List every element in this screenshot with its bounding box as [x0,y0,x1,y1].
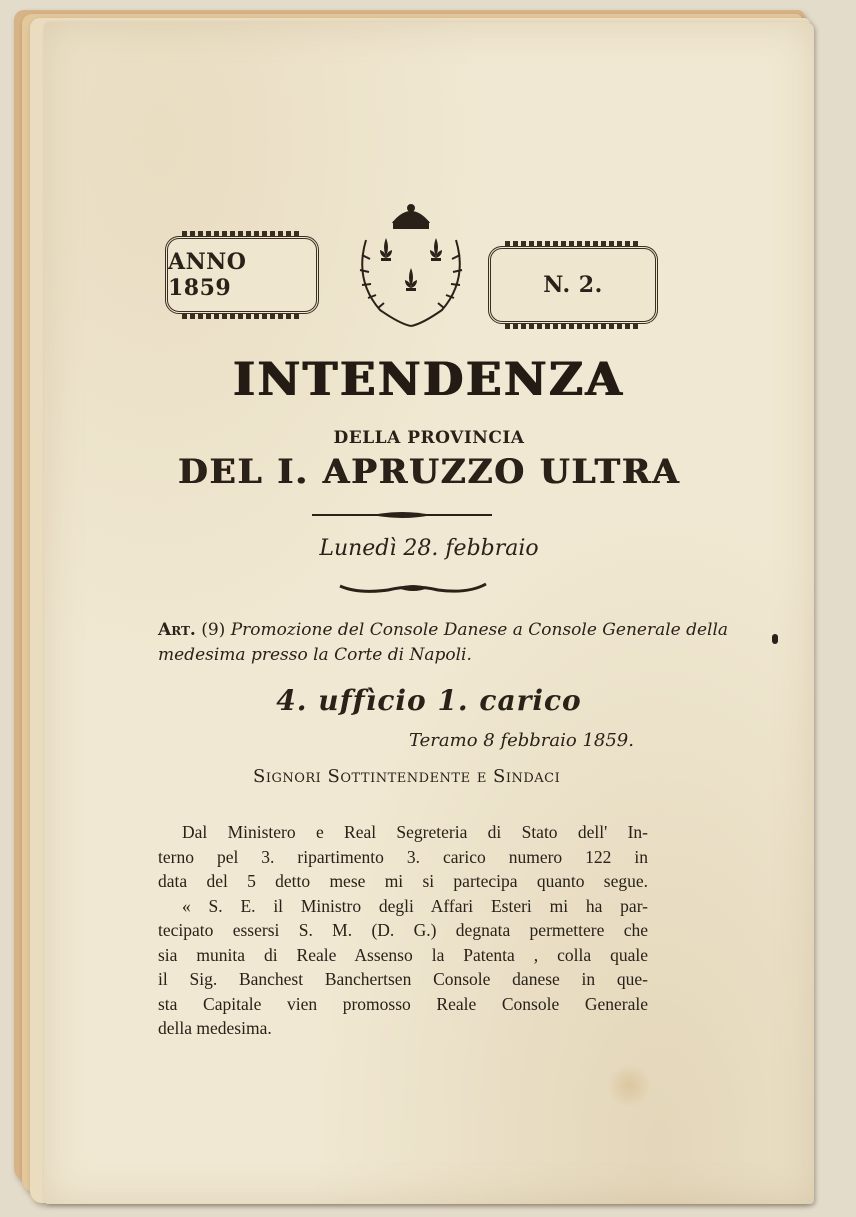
article-text: Promozione del Console Danese a Console Generale della medesima presso la Corte di Napoli. [158,620,729,665]
masthead-subtitle: DELLA PROVINCIA [333,428,525,448]
body-line: sia munita di Reale Assenso la Patenta , colla quale [158,944,648,965]
year-cartouche [165,236,319,314]
body-line: terno pel 3. ripartimento 3. carico numero 122 in [158,846,648,867]
issue-number: N. 2. [543,272,603,298]
body-line: della medesima. [158,1018,272,1038]
article-number: (9) [201,620,226,640]
ornamental-rule [312,510,492,520]
body-line: il Sig. Banchest Banchertsen Console danese in que- [158,969,648,989]
greeting: Signori Sottintendente e Sindaci [253,766,561,787]
body-line: data del 5 detto mese mi si partecipa quanto segue. [158,871,648,891]
office-heading: 4. uffìcio 1. carico [276,684,582,717]
issue-date: Lunedì 28. febbraio [319,536,539,561]
body-line: Dal Ministero e Real Segreteria di Stato dell' In- [182,822,648,842]
body-line: « S. E. il Ministro degli Affari Esteri mi ha par- [182,895,648,916]
article-label: Art. [158,620,196,640]
year-label: ANNO 1859 [168,249,247,301]
document-page [44,22,814,1204]
masthead-title: INTENDENZA [233,352,625,406]
place-date: Teramo 8 febbraio 1859. [409,730,634,751]
ornamental-swash [338,580,488,596]
number-cartouche [488,246,658,324]
body-line: tecipato essersi S. M. (D. G.) degnata permettere che [158,920,648,940]
ink-spot [772,634,778,644]
body-line: sta Capitale vien promosso Reale Console Generale [158,993,648,1014]
article-heading [158,618,748,668]
masthead-province: DEL I. APRUZZO ULTRA [177,452,681,492]
royal-crest-icon [350,200,472,330]
body-text [158,820,648,1041]
